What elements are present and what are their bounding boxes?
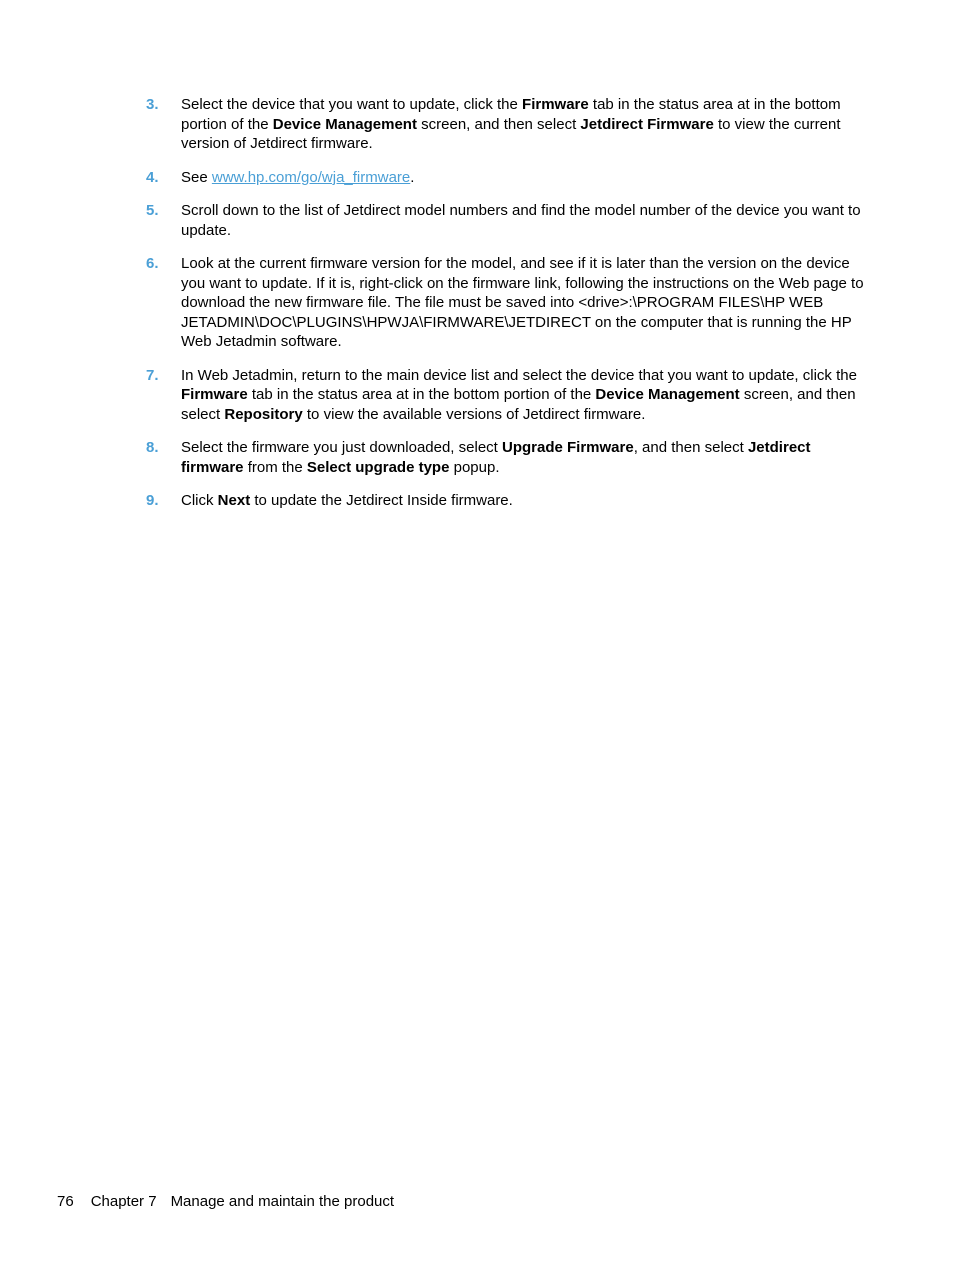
- step-text-part: tab in the status area at in the bottom portion of the: [247, 386, 596, 403]
- step-text: [181, 95, 871, 154]
- step-6: [0, 254, 954, 352]
- step-text-part: In Web Jetadmin, return to the main device list and select the device that you want to update, click the: [181, 366, 857, 384]
- step-text: [181, 168, 871, 188]
- step-7: [0, 366, 954, 425]
- step-4: [0, 168, 954, 188]
- firmware-link[interactable]: www.hp.com/go/wja_firmware: [211, 168, 411, 186]
- step-text-part: Click: [181, 492, 218, 509]
- step-text-part: screen, and then select: [181, 386, 856, 423]
- ui-term-jetdirect-firmware: Jetdirect Firmware: [580, 115, 714, 133]
- step-number: 3.: [146, 96, 159, 113]
- step-text-part: Select the firmware you just downloaded, select: [181, 439, 502, 456]
- step-number: 6.: [146, 255, 159, 272]
- ui-term-select-upgrade-type: Select upgrade type: [306, 458, 450, 476]
- step-text-part: Scroll down to the list of Jetdirect model numbers and find the model number of the device you want to update.: [181, 202, 861, 239]
- step-text-part: See: [181, 168, 212, 186]
- step-text: [181, 201, 871, 240]
- page-footer: [57, 1192, 394, 1211]
- step-text-part: to update the Jetdirect Inside firmware.: [250, 492, 513, 509]
- ui-term-device-management: Device Management: [595, 386, 740, 403]
- chapter-title: Manage and maintain the product: [170, 1193, 395, 1210]
- ui-term-device-management: Device Management: [272, 115, 417, 133]
- step-number: 5.: [146, 202, 159, 219]
- step-text: [181, 438, 871, 477]
- step-text-part: Select the device that you want to update, click the: [181, 96, 523, 113]
- step-text-part: , and then select: [633, 439, 748, 456]
- step-5: [0, 201, 954, 240]
- step-text: [181, 366, 871, 425]
- step-text-part: from the: [243, 458, 307, 476]
- step-9: [0, 491, 954, 511]
- step-text-part: tab in the status area at in the bottom portion of the: [181, 96, 841, 133]
- ui-term-repository: Repository: [224, 405, 303, 423]
- step-number: 7.: [146, 366, 159, 384]
- step-3: [0, 95, 954, 154]
- page-number: 76: [57, 1193, 74, 1210]
- procedure-steps: [0, 95, 954, 525]
- ui-term-jetdirect-firmware: Jetdirect firmware: [181, 439, 811, 476]
- step-number: 9.: [146, 492, 159, 509]
- ui-term-upgrade-firmware: Upgrade Firmware: [502, 439, 634, 456]
- step-number: 4.: [146, 168, 159, 186]
- ui-term-firmware-tab: Firmware: [181, 386, 248, 403]
- ui-term-firmware-tab: Firmware: [522, 96, 589, 113]
- chapter-label: Chapter 7: [90, 1193, 157, 1210]
- step-text-part: screen, and then select: [416, 115, 581, 133]
- step-text-part: popup.: [449, 458, 500, 476]
- step-text: [181, 491, 871, 511]
- step-8: [0, 438, 954, 477]
- step-text-part: .: [410, 168, 415, 186]
- step-number: 8.: [146, 439, 159, 456]
- step-text-part: to view the available versions of Jetdirect firmware.: [302, 405, 646, 423]
- ui-term-next: Next: [217, 492, 251, 509]
- step-text-part: to view the current version of Jetdirect firmware.: [181, 115, 841, 152]
- step-text-part: Look at the current firmware version for the model, and see if it is later than the version on the device you want to update. If it is, right-click on the firmware link, following the instructions on the Web page to download the new firmware file. The file must be saved into <drive>:\PROGRAM FILES\HP WEB JETADMIN\DOC\PLUGINS\HPWJA\FIRMWARE\JETDIRECT on the computer that is running the HP Web Jetadmin software.: [181, 255, 864, 350]
- step-text: [181, 254, 871, 352]
